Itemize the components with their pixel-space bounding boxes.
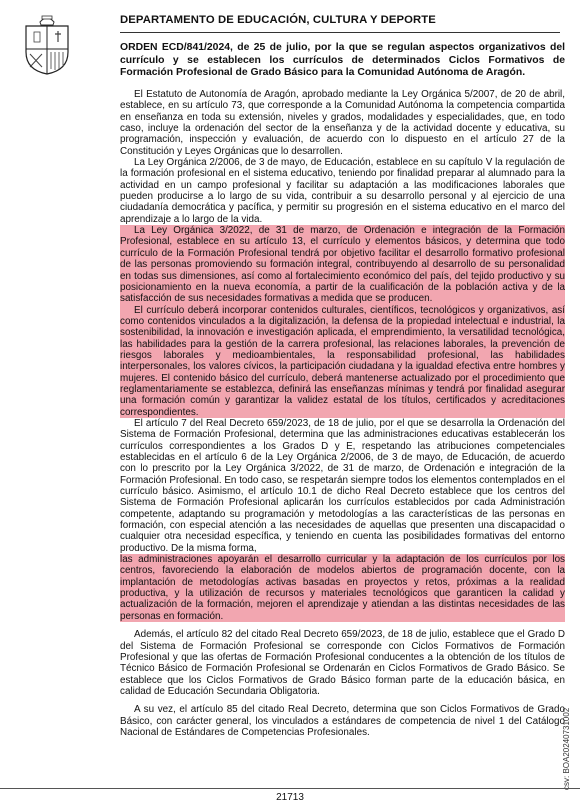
page-number: 21713: [0, 788, 580, 803]
paragraph-5: El artículo 7 del Real Decreto 659/2023, de 18 de julio, por el que se desarrolla la Ordenación del Sistema de Formación Profesional, determina que las administraciones educativas establecerán los currículos correspondientes a los Grados D y E, respetando las atribuciones competenciales establecidas en el artículo 6 de la Ley Orgánica 2/2006, de 3 de mayo, de Educación, de acuerdo con lo prescrito por la Ley Orgánica 3/2022, de 31 de marzo, de Ordenación e integración de la Formación Profesional. En todo caso, se respetarán siempre todos los elementos contemplados en el currículo básico. Asimismo, el artículo 10.1 de dicho Real Decreto establece que los centros del Sistema de Formación Profesional aplicarán los currículos establecidos por cada Administración competente, adaptando su programación y metodologías a las características de las personas en formación, con especial atención a las necesidades de aquellas que presenten una discapacidad o cualquier otra necesidad específica, y teniendo en cuenta las posibilidades formativas del entorno productivo. De la misma forma,: [120, 417, 565, 554]
department-header: DEPARTAMENTO DE EDUCACIÓN, CULTURA Y DEPORTE: [120, 14, 560, 33]
paragraph-7: A su vez, el artículo 85 del citado Real Decreto, determina que son Ciclos Formativos de Grado Básico, con carácter general, los vinculados a estándares de competencia de nivel 1 del Catálogo Nacional de Estándares de Competencias Profesionales.: [120, 704, 565, 738]
csv-code: csv: BOA20240731002: [562, 707, 571, 790]
paragraph-6: Además, el artículo 82 del citado Real Decreto 659/2023, de 18 de julio, establece que el Grado D del Sistema de Formación Profesional se corresponde con Ciclos Formativos de Formación Profesional y que las ofertas de Formación Profesional conducentes a la obtención de los títulos de Técnico Básico de Formación Profesional se Ordenarán en Ciclos Formativos de Grado Básico. Se establece que los Ciclos Formativos de Grado Básico forman parte de la educación básica, en calidad de Educación Secundaria Obligatoria.: [120, 629, 565, 697]
document-title-text: ORDEN ECD/841/2024, de 25 de julio, por la que se regulan aspectos organizativos del currículo y se establecen los currículos de determinados Ciclos Formativos de Formación Profesional de Grado Básico para la Comunidad Autónoma de Aragón.: [120, 42, 565, 79]
paragraph-3-highlighted: La Ley Orgánica 3/2022, de 31 de marzo, de Ordenación e integración de la Formación Profesional, establece en su artículo 13, el currículo y elementos básicos, y determina que todo currículo de la Formación Profesional tendrá por objetivo facilitar el desarrollo formativo profesional de las personas promoviendo su formación integral, contribuyendo al desarrollo de su personalidad en todas sus dimensiones, así como al fortalecimiento económico del país, del tejido productivo y su posicionamiento en la nueva economía, a partir de la cualificación de la población activa y de la satisfacción de sus necesidades formativas a medida que se producen.: [120, 225, 565, 305]
paragraph-2: La Ley Orgánica 2/2006, de 3 de mayo, de Educación, establece en su capítulo V la regulación de la formación profesional en el sistema educativo, teniendo por finalidad preparar al alumnado para la actividad en un campo profesional y facilitar su adaptación a las modificaciones laborales que pueden producirse a lo largo de su vida, contribuir a su desarrollo personal y al ejercicio de una ciudadanía democrática y pacífica, y permitir su progresión en el sistema educativo en el marco del aprendizaje a lo largo de la vida.: [120, 157, 565, 225]
document-title: [120, 42, 565, 80]
paragraph-1: El Estatuto de Autonomía de Aragón, aprobado mediante la Ley Orgánica 5/2007, de 20 de abril, establece, en su artículo 73, que corresponde a la Comunidad Autónoma la competencia compartida en enseñanza en toda su extensión, niveles y grados, modalidades y especialidades, que, en todo caso, incluye la ordenación del sector de la enseñanza y de la actividad docente y educativa, su programación, inspección y evaluación, de acuerdo con lo dispuesto en el artículo 27 de la Constitución y Leyes Orgánicas que lo desarrollen.: [120, 89, 565, 157]
document-body: [120, 89, 565, 738]
aragon-coat-of-arms-icon: [20, 12, 74, 76]
paragraph-5-highlighted-continuation: las administraciones apoyarán el desarrollo curricular y la adaptación de los currículos por los centros, favoreciendo la elaboración de modelos abiertos de programación docente, con la implantación de metodologías activas basadas en proyectos y retos, próximas a la realidad productiva, y la utilización de recursos y materiales tecnológicos que garanticen la calidad y actualización de la formación, mejoren el aprendizaje y atiendan a las distintas necesidades de las personas en formación.: [120, 554, 565, 622]
paragraph-4-highlighted: El currículo deberá incorporar contenidos culturales, científicos, tecnológicos y organizativos, así como contenidos vinculados a la digitalización, la defensa de la propiedad intelectual e industrial, la sostenibilidad, la innovación e investigación aplicada, el emprendimiento, la versatilidad tecnológica, las habilidades para la gestión de la carrera profesional, las relaciones laborales, la prevención de riesgos laborales y medioambientales, la responsabilidad profesional, las habilidades interpersonales, los valores cívicos, la participación ciudadana y la igualdad efectiva entre hombres y mujeres. El contenido básico del currículo, deberá mantenerse actualizado por el procedimiento que reglamentariamente se establezca, definirá las enseñanzas mínimas y tendrá por finalidad asegurar una formación común y garantizar la validez estatal de los títulos, certificados y acreditaciones correspondientes.: [120, 304, 565, 418]
